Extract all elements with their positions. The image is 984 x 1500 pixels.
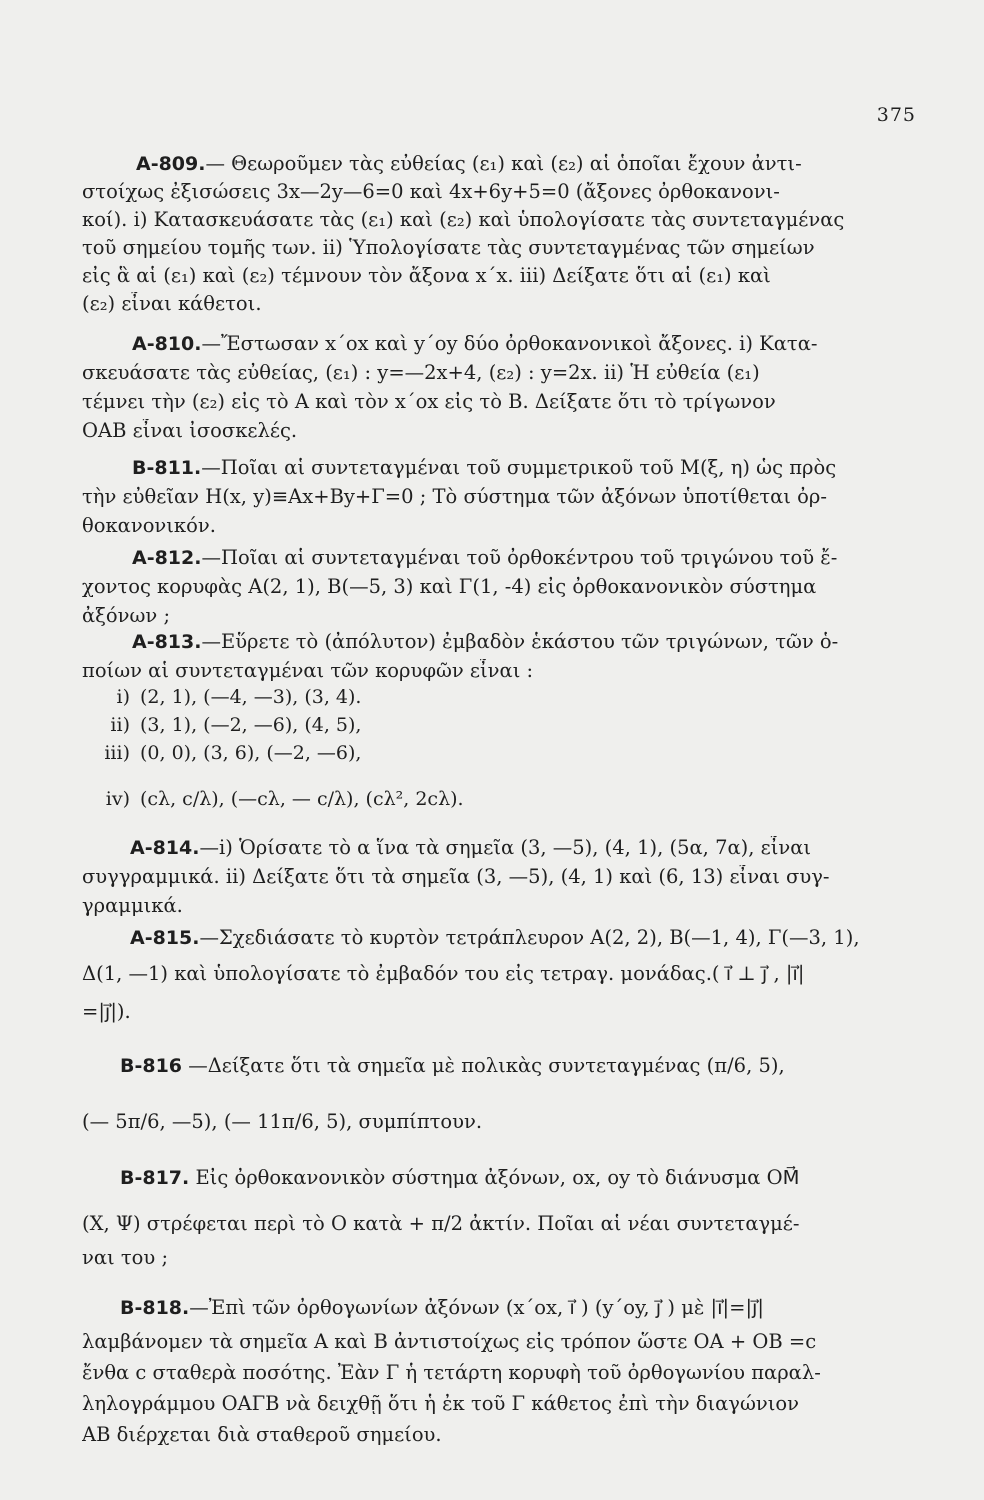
- paragraph-line: (ε₂) εἶναι κάθετοι.: [82, 292, 262, 315]
- paragraph-line: σκευάσατε τὰς εὐθείας, (ε₁) : y=—2x+4, (ε₂) : y=2x. ii) Ἡ εὐθεία (ε₁): [82, 361, 760, 384]
- paragraph-line: ἀξόνων ;: [82, 604, 171, 627]
- exercise-id: A-813.: [132, 631, 202, 653]
- list-item: [96, 714, 361, 736]
- paragraph-line: [120, 1054, 920, 1078]
- paragraph-line: [136, 152, 920, 176]
- paragraph-line: (— 5π/6, —5), (— 11π/6, 5), συμπίπτουν.: [82, 1110, 483, 1133]
- exercise-id: B-817.: [120, 1167, 190, 1189]
- item-number: i): [116, 686, 130, 708]
- paragraph-line: τέμνει τὴν (ε₂) εἰς τὸ A καὶ τὸν x΄ox εἰς τὸ B. Δείξατε ὅτι τὸ τρίγωνον: [82, 390, 776, 413]
- paragraph-line: [130, 836, 920, 860]
- exercise-text: —Ἐπὶ τῶν ὀρθογωνίων ἀξόνων (x΄ox, i⃗ ) (y΄oy, j⃗ ) μὲ |i⃗|=|j⃗|: [189, 1296, 764, 1319]
- paragraph-line: [120, 1296, 920, 1320]
- exercise-id: A-809.: [136, 153, 206, 175]
- paragraph-line: τοῦ σημείου τομῆς των. ii) Ὑπολογίσατε τὰς συντεταγμένας τῶν σημείων: [82, 236, 815, 259]
- paragraph-line: τὴν εὐθεῖαν H(x, y)≡Ax+By+Γ=0 ; Τὸ σύστημα τῶν ἀξόνων ὑποτίθεται ὀρ-: [82, 485, 827, 508]
- item-number: ii): [110, 714, 130, 736]
- exercise-text: —Ποῖαι αἱ συντεταγμέναι τοῦ συμμετρικοῦ τοῦ M(ξ, η) ὡς πρὸς: [201, 456, 837, 479]
- exercise-id: A-812.: [132, 547, 202, 569]
- paragraph-line: θοκανονικόν.: [82, 514, 216, 537]
- paragraph-line: (X, Ψ) στρέφεται περὶ τὸ O κατὰ + π/2 ἀκτίν. Ποῖαι αἱ νέαι συντεταγμέ-: [82, 1212, 800, 1235]
- page-number: 375: [876, 104, 916, 126]
- paragraph-line: χοντος κορυφὰς A(2, 1), B(—5, 3) καὶ Γ(1, -4) εἰς ὀρθοκανονικὸν σύστημα: [82, 575, 817, 598]
- exercise-text: —Σχεδιάσατε τὸ κυρτὸν τετράπλευρον A(2, 2), B(—1, 4), Γ(—3, 1),: [199, 926, 860, 949]
- paragraph-line: ναι του ;: [82, 1246, 169, 1269]
- exercise-text: —Ποῖαι αἱ συντεταγμέναι τοῦ ὀρθοκέντρου τοῦ τριγώνου τοῦ ἔ-: [201, 546, 838, 569]
- exercise-id: B-816: [120, 1055, 183, 1077]
- exercise-id: B-811.: [132, 457, 202, 479]
- item-text: (3, 1), (—2, —6), (4, 5),: [140, 714, 362, 736]
- paragraph-line: ληλογράμμου OAΓB νὰ δειχθῇ ὅτι ἡ ἐκ τοῦ Γ κάθετος ἐπὶ τὴν διαγώνιον: [82, 1392, 799, 1415]
- paragraph-line: εἰς ἃ αἱ (ε₁) καὶ (ε₂) τέμνουν τὸν ἄξονα x΄x. iii) Δείξατε ὅτι αἱ (ε₁) καὶ: [82, 264, 771, 287]
- exercise-text: —Ἔστωσαν x΄ox καὶ y΄oy δύο ὀρθοκανονικοὶ ἄξονες. i) Κατα-: [201, 332, 818, 355]
- exercise-id: A-810.: [132, 333, 202, 355]
- paragraph-line: Δ(1, —1) καὶ ὑπολογίσατε τὸ ἐμβαδόν του εἰς τετραγ. μονάδας.( i⃗ ⊥ j⃗ , |i⃗|: [82, 962, 805, 985]
- exercise-text: —Δείξατε ὅτι τὰ σημεῖα μὲ πολικὰς συντεταγμένας (π/6, 5),: [182, 1054, 785, 1077]
- paragraph-line: στοίχως ἐξισώσεις 3x—2y—6=0 καὶ 4x+6y+5=0 (ἄξονες ὀρθοκανονι-: [82, 180, 780, 203]
- list-item: [96, 788, 464, 810]
- paragraph-line: ποίων αἱ συντεταγμέναι τῶν κορυφῶν εἶναι :: [82, 659, 534, 682]
- exercise-id: A-815.: [130, 927, 200, 949]
- item-text: (0, 0), (3, 6), (—2, —6),: [140, 742, 362, 764]
- paragraph-line: [132, 546, 920, 570]
- item-text: (2, 1), (—4, —3), (3, 4).: [140, 686, 362, 708]
- paragraph-line: OAB εἶναι ἰσοσκελές.: [82, 419, 298, 442]
- item-text: (cλ, c/λ), (—cλ, — c/λ), (cλ², 2cλ).: [140, 788, 464, 810]
- list-item: [96, 742, 361, 764]
- paragraph-line: AB διέρχεται διὰ σταθεροῦ σημείου.: [82, 1423, 442, 1446]
- paragraph-line: λαμβάνομεν τὰ σημεῖα A καὶ B ἀντιστοίχως εἰς τρόπον ὥστε OA + OB =c: [82, 1330, 817, 1353]
- list-item: [96, 686, 361, 708]
- paragraph-line: [130, 926, 920, 950]
- paragraph-line: γραμμικά.: [82, 894, 183, 917]
- paragraph-line: [132, 332, 920, 356]
- exercise-text: Εἰς ὀρθοκανονικὸν σύστημα ἀξόνων, ox, oy τὸ διάνυσμα OM⃗: [189, 1166, 800, 1189]
- item-number: iii): [104, 742, 130, 764]
- paragraph-line: =|j⃗|).: [82, 1000, 131, 1023]
- exercise-id: A-814.: [130, 837, 200, 859]
- paragraph-line: [132, 456, 920, 480]
- paragraph-line: συγγραμμικά. ii) Δείξατε ὅτι τὰ σημεῖα (3, —5), (4, 1) καὶ (6, 13) εἶναι συγ-: [82, 865, 830, 888]
- paragraph-line: [120, 1166, 920, 1190]
- exercise-text: —i) Ὁρίσατε τὸ α ἵνα τὰ σημεῖα (3, —5), (4, 1), (5α, 7α), εἶναι: [199, 836, 812, 859]
- paragraph-line: [132, 630, 920, 654]
- exercise-text: —Εὕρετε τὸ (ἀπόλυτον) ἐμβαδὸν ἑκάστου τῶν τριγώνων, τῶν ὁ-: [201, 630, 839, 653]
- exercise-id: B-818.: [120, 1297, 190, 1319]
- paragraph-line: ἔνθα c σταθερὰ ποσότης. Ἐὰν Γ ἡ τετάρτη κορυφὴ τοῦ ὀρθογωνίου παραλ-: [82, 1361, 821, 1384]
- paragraph-line: κοί). i) Κατασκευάσατε τὰς (ε₁) καὶ (ε₂) καὶ ὑπολογίσατε τὰς συντεταγμένας: [82, 208, 845, 231]
- item-number: iv): [105, 788, 130, 810]
- exercise-text: — Θεωροῦμεν τὰς εὐθείας (ε₁) καὶ (ε₂) αἱ ὁποῖαι ἔχουν ἀντι-: [205, 152, 802, 175]
